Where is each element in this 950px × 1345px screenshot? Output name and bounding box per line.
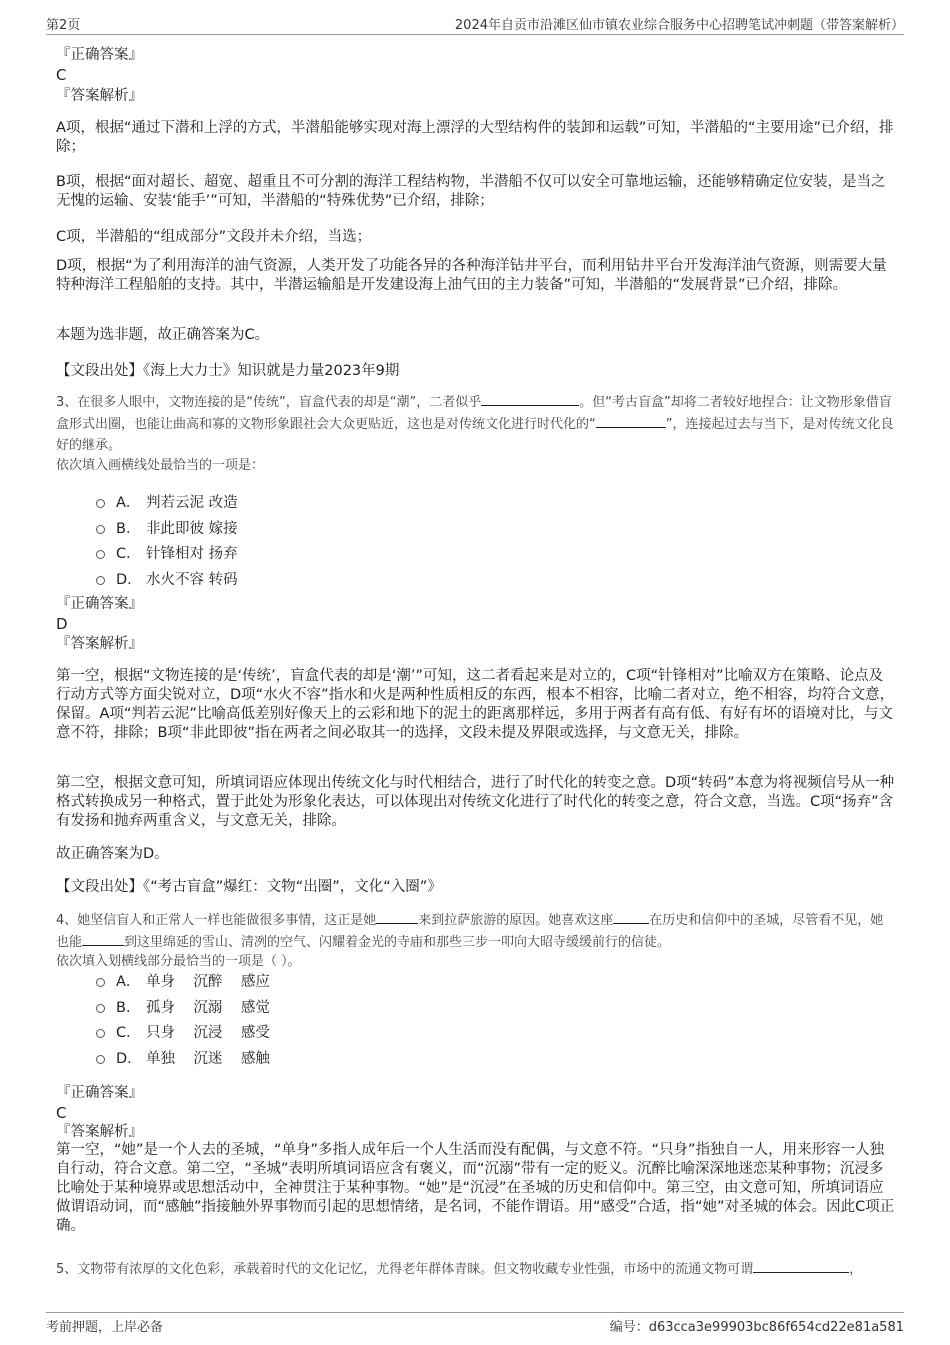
option-text: 水火不容 转码 [146,571,238,588]
q3-option-c[interactable] [56,542,896,568]
document-body [56,46,896,1280]
q2-conclusion: 本题为选非题，故正确答案为C。 [56,327,270,343]
q3-instruction: 依次填入画横线处最恰当的一项是： [56,458,265,473]
q3-option-a[interactable] [56,491,896,517]
q2-analysis-a: A项，根据“通过下潜和上浮的方式，半潜船能够实现对海上漂浮的大型结构件的装卸和运载”可知，半潜船的“主要用途”已介绍，排除； [56,120,894,155]
q2-answer-label: 『正确答案』 [56,47,143,63]
q3-conclusion: 故正确答案为D。 [56,846,169,862]
q4-stem-part-3: 在历史和信仰中的圣城，尽管看不见，她也能 [56,913,884,950]
q4-option-c[interactable] [56,1021,896,1047]
option-letter: D． [116,1050,142,1067]
q3-option-b[interactable] [56,517,896,543]
q4-blank-3 [82,931,124,946]
option-text: 孤身 沉溺 感觉 [146,999,270,1016]
option-text: 非此即彼 嫁接 [146,520,238,537]
option-text: 针锋相对 扬弃 [146,546,238,562]
option-text: 单身 沉醉 感应 [146,974,270,990]
document-id: 编号：d63cca3e99903bc86f654cd22e81a581 [609,1320,904,1335]
q4-instruction: 依次填入划横线部分最恰当的一项是（ ）。 [56,954,301,969]
radio-icon[interactable] [96,978,105,987]
q4-stem-part-1: 4、她坚信盲人和正常人一样也能做很多事情，这正是她 [56,913,377,928]
q4-options [56,970,896,1072]
q3-analysis-a: 第一空，根据“文物连接的是‘传统’，盲盒代表的却是‘潮’”可知，这二者看起来是对立的，C项“针锋相对”比喻双方在策略、论点及行动方式等方面尖锐对立，D项“水火不容”指水和火是两种性质相反的东西，根本不相容，比喻二者对立，绝不相容，均符合文意，保留。A项“判若云泥”比喻高低差别好像天上的云彩和地下的泥土的距离那样远，多用于两者有高有低、有好有坏的语境对比，与文意不符，排除；B项“非此即彼”指在两者之间必取其一的选择，文段未提及界限或选择，与文意无关，排除。 [56,668,895,741]
option-letter: B． [116,999,141,1016]
option-letter: B． [116,520,141,537]
q4-option-b[interactable] [56,996,896,1022]
q3-stem [56,391,896,455]
q4-blank-1 [376,909,418,924]
page-footer [46,1312,904,1337]
option-text: 只身 沉浸 感受 [146,1025,270,1041]
option-text: 单独 沉迷 感触 [146,1050,270,1067]
option-letter: C． [116,1025,141,1041]
option-letter: D． [116,571,142,588]
page-number: 第2页 [46,18,81,33]
q5-stem-part-1: 5、文物带有浓厚的文化色彩，承载着时代的文化记忆，尤得老年群体青睐。但文物收藏专业性强，市场中的流通文物可谓 [56,1262,754,1277]
q3-source: 【文段出处】《“考古盲盒”爆红：文物“出圈”，文化“入圈”》 [56,879,442,895]
footer-slogan: 考前押题，上岸必备 [46,1320,164,1335]
q3-analysis-b: 第二空，根据文意可知，所填词语应体现出传统文化与时代相结合，进行了时代化的转变之意。D项“转码”本意为将视频信号从一种格式转换成另一种格式，置于此处为形象化表达，可以体现出对传统文化进行了时代化的转变之意，符合文意，当选。C项“扬弃”含有发扬和抛弃两重含义，与文意无关，排除。 [56,775,895,829]
radio-icon[interactable] [96,550,105,559]
q3-answer-label: 『正确答案』 [56,596,143,612]
q2-analysis-b: B项，根据“面对超长、超宽、超重且不可分割的海洋工程结构物，半潜船不仅可以安全可靠地运输，还能够精确定位安装，是当之无愧的运输、安装‘能手’”可知，半潜船的“特殊优势”已介绍，排除； [56,174,886,209]
q4-option-a[interactable] [56,970,896,996]
q3-analysis-label: 『答案解析』 [56,636,143,652]
q3-stem-part-1: 3、在很多人眼中，文物连接的是“传统”，盲盒代表的却是“潮”，二者似乎 [56,395,482,410]
q4-stem-part-4: 到这里绵延的雪山、清冽的空气、闪耀着金光的寺庙和那些三步一叩向大昭寺缓缓前行的信徒。 [124,935,671,950]
page-header [46,14,904,35]
q4-option-d[interactable] [56,1047,896,1073]
q2-analysis-label: 『答案解析』 [56,88,143,104]
q4-answer: C [56,1104,67,1122]
q3-stem-part-2: 。但“考古盲盒”却将二者较好地捏合：让文物形象借盲盒形式出圈，也能让曲高和寡的文物形象跟社会大众更贴近，这也是对传统文化进行时代化的“ [56,395,892,432]
document-title: 2024年自贡市沿滩区仙市镇农业综合服务中心招聘笔试冲刺题（带答案解析） [454,18,904,33]
q2-analysis-d: D项，根据“为了利用海洋的油气资源，人类开发了功能各异的各种海洋钻井平台，而利用钻井平台开发海洋油气资源，则需要大量特种海洋工程船舶的支持。其中，半潜运输船是开发建设海上油气田的主力装备”可知，半潜船的“发展背景”已介绍，排除。 [56,258,887,293]
option-letter: C． [116,546,141,562]
q2-answer: C [56,66,67,84]
option-letter: A． [116,495,141,511]
q4-analysis-label: 『答案解析』 [56,1124,143,1140]
q3-options [56,491,896,593]
q4-stem [56,909,896,951]
q5-stem-part-2: ， [849,1262,863,1277]
q3-option-d[interactable] [56,568,896,594]
radio-icon[interactable] [96,499,105,508]
radio-icon[interactable] [96,1055,105,1064]
q4-blank-2 [613,909,649,924]
q3-blank-1 [481,391,579,406]
q4-answer-label: 『正确答案』 [56,1085,143,1101]
q5-blank-1 [753,1258,849,1273]
q3-answer: D [56,615,68,633]
radio-icon[interactable] [96,525,105,534]
option-letter: A． [116,974,141,990]
q4-stem-part-2: 来到拉萨旅游的原因。她喜欢这座 [418,913,614,928]
radio-icon[interactable] [96,576,105,585]
q2-source: 【文段出处】《海上大力士》知识就是力量2023年9期 [56,363,400,379]
q2-analysis-c: C项，半潜船的“组成部分”文段并未介绍，当选； [56,229,372,245]
q3-blank-2 [596,413,666,428]
radio-icon[interactable] [96,1004,105,1013]
radio-icon[interactable] [96,1029,105,1038]
q5-stem [56,1258,896,1280]
q4-analysis: 第一空，“她”是一个人去的圣城，“单身”多指人成年后一个人生活而没有配偶，与文意不符。“只身”指独自一人，用来形容一人独自行动，符合文意。第二空，“圣城”表明所填词语应含有褒义，而“沉溺”带有一定的贬义。沉醉比喻深深地迷恋某种事物；沉浸多比喻处于某种境界或思想活动中，全神贯注于某种事物。“她”是“沉浸”在圣城的历史和信仰中。第三空，由文意可知，所填词语应做谓语动词，而“感触”指接触外界事物而引起的思想情绪，是名词，不能作谓语。用“感受”合适，指“她”对圣城的体会。因此C项正确。 [56,1142,895,1234]
option-text: 判若云泥 改造 [146,495,238,511]
q3-stem-part-3: ”，连接起过去与当下，是对传统文化良好的继承。 [56,417,894,453]
